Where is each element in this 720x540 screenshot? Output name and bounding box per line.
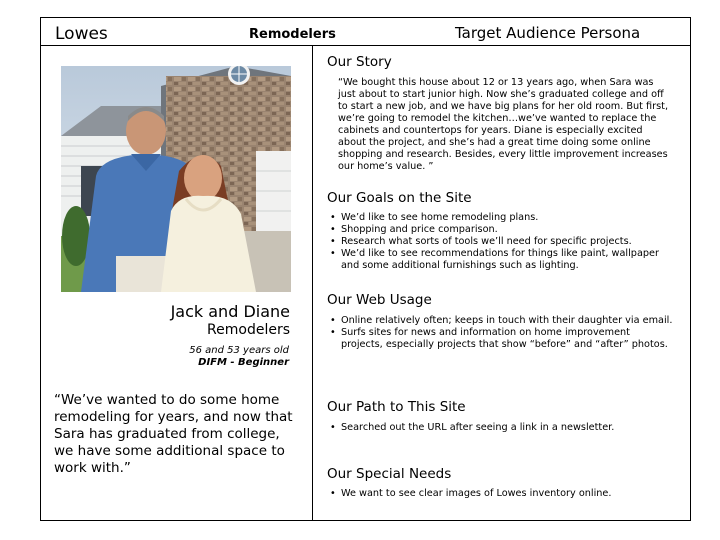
header-divider <box>40 45 691 46</box>
list-item: • We want to see clear images of Lowes inventory online. <box>328 488 674 500</box>
page-title: Target Audience Persona <box>455 24 641 42</box>
segment-label: Remodelers <box>249 27 336 42</box>
list-item: • We’d like to see home remodeling plans. <box>328 212 674 224</box>
story-heading: Our Story <box>327 54 392 70</box>
persona-quote: “We’ve wanted to do some home remodeling for years, and now that Sara has graduated from college, we have some additional space to work with.” <box>54 392 293 476</box>
list-item: • Surfs sites for news and information on home improvement projects, especially projects that show “before” and “after” photos. <box>328 327 674 351</box>
persona-names: Jack and Diane <box>170 302 290 321</box>
web-usage-heading: Our Web Usage <box>327 292 432 308</box>
path-heading: Our Path to This Site <box>327 399 466 415</box>
web-usage-list <box>328 315 674 351</box>
needs-list <box>328 488 674 500</box>
list-item: • Shopping and price comparison. <box>328 224 674 236</box>
persona-photo <box>61 66 291 292</box>
needs-heading: Our Special Needs <box>327 466 452 482</box>
list-item: • Research what sorts of tools we’ll need for specific projects. <box>328 236 674 248</box>
path-list <box>328 422 674 434</box>
list-item: • Searched out the URL after seeing a link in a newsletter. <box>328 422 674 434</box>
story-text: “We bought this house about 12 or 13 years ago, when Sara was just about to start junior high. Now she’s graduated college and off to start a new job, and we have big plans for her old room. But first, we’re going to remodel the kitchen…we’ve wanted to replace the cabinets and countertops for years. Diane is especially excited about the project, and she’s had a great time doing some online shopping and research. Besides, every little improvement increases our home’s value. ” <box>338 77 669 172</box>
persona-role: Remodelers <box>207 322 290 338</box>
goals-heading: Our Goals on the Site <box>327 190 472 206</box>
goals-list <box>328 212 674 272</box>
list-item: • Online relatively often; keeps in touch with their daughter via email. <box>328 315 674 327</box>
persona-ages: 56 and 53 years old <box>189 345 289 356</box>
list-item: • We’d like to see recommendations for things like paint, wallpaper and some additional furnishings such as lighting. <box>328 248 674 272</box>
persona-skill-level: DIFM - Beginner <box>198 357 289 368</box>
brand-name: Lowes <box>55 24 108 44</box>
column-divider <box>312 45 313 521</box>
